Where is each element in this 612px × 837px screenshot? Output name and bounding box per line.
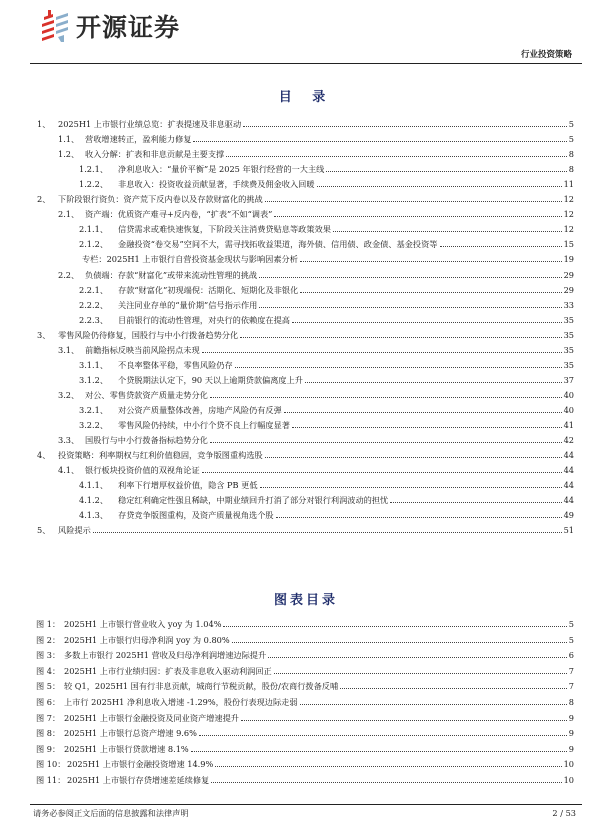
figure-entry-number: 图 4： <box>36 665 61 676</box>
toc-entry[interactable] <box>58 462 574 476</box>
dot-leader <box>300 260 562 262</box>
figure-entry-page: 9 <box>568 712 574 723</box>
dot-leader <box>226 155 567 157</box>
toc-entry-page: 8 <box>568 164 574 175</box>
toc-entry-number: 2.2.2、 <box>79 299 109 310</box>
dot-leader <box>210 396 562 398</box>
toc-entry[interactable] <box>79 477 574 491</box>
toc-entry-number: 4.1.3、 <box>79 510 109 521</box>
dot-leader <box>268 656 567 658</box>
dot-leader <box>259 276 561 278</box>
toc-entry-page: 44 <box>563 450 574 461</box>
dot-leader <box>274 215 561 217</box>
toc-entry-page: 35 <box>563 329 574 340</box>
toc-entry-label: 投资策略：利率期权与红利价值稳固，竞争版图重构选股 <box>58 450 263 461</box>
toc-entry-label: 非息收入：投资收益贡献显著，手续费及佣金收入回暖 <box>118 179 315 190</box>
figure-entry[interactable] <box>36 694 574 708</box>
toc-entry-number: 2.2、 <box>58 269 80 280</box>
toc-entry-label: 资产端：优质资产难寻+反内卷，“扩表”不如“调表” <box>85 209 273 220</box>
dot-leader <box>235 366 562 368</box>
toc-entry[interactable] <box>79 357 574 371</box>
dot-leader <box>333 230 562 232</box>
toc-entry-label: 前瞻指标反映当前风险拐点未现 <box>85 344 200 355</box>
toc-entry-label: 收入分解：扩表和非息贡献是主要支撑 <box>85 149 225 160</box>
toc-entry-page: 5 <box>568 119 574 129</box>
dot-leader <box>223 625 566 627</box>
figure-entry[interactable] <box>36 772 574 786</box>
figure-entry-page: 10 <box>563 775 574 785</box>
toc-entry-number: 3.1.1、 <box>79 359 109 370</box>
figure-entry-number: 图 1： <box>36 619 61 629</box>
toc-entry-page: 8 <box>568 149 574 160</box>
dot-leader <box>199 734 567 736</box>
dot-leader <box>215 765 561 767</box>
toc-entry-page: 29 <box>563 284 574 295</box>
toc-entry-number: 3.2.2、 <box>79 420 109 430</box>
toc-entry-number: 3.1、 <box>58 344 80 355</box>
toc-entry-number: 1.2.1、 <box>79 164 109 175</box>
toc-entry[interactable] <box>58 387 574 401</box>
figure-entry[interactable] <box>36 725 574 739</box>
dot-leader <box>292 426 562 428</box>
toc-entry-page: 5 <box>568 134 574 145</box>
toc-entry-page: 15 <box>563 239 574 250</box>
toc-entry-number: 4.1.2、 <box>79 495 109 506</box>
figure-entry-label: 2025H1 上市银行贷款增速 8.1% <box>64 743 189 754</box>
dot-leader <box>390 501 561 503</box>
figure-entry-page: 5 <box>568 634 574 645</box>
toc-entry[interactable] <box>58 432 574 446</box>
figure-entry-number: 图 10： <box>36 759 66 770</box>
figure-entry-number: 图 11： <box>36 775 66 785</box>
toc-entry[interactable] <box>79 402 574 416</box>
toc-entry-page: 12 <box>563 209 574 220</box>
toc-entry-number: 4.1、 <box>58 465 80 476</box>
toc-entry-label: 目前银行的流动性管理，对央行的依赖度在提高 <box>118 314 290 325</box>
toc-entry-page: 19 <box>563 254 574 265</box>
figure-entry-label: 多数上市银行 2025H1 营收及归母净利润增速边际提升 <box>64 650 267 661</box>
toc-entry-number: 3.2.1、 <box>79 404 109 415</box>
figure-entry-number: 图 5： <box>36 681 61 692</box>
toc-entry-page: 44 <box>563 480 574 491</box>
dot-leader <box>211 781 561 783</box>
toc-entry[interactable] <box>79 236 574 250</box>
dot-leader <box>202 351 562 353</box>
toc-entry-page: 44 <box>563 495 574 506</box>
toc-entry-page: 42 <box>563 435 574 446</box>
dot-leader <box>440 245 562 247</box>
figure-entry-page: 10 <box>563 759 574 770</box>
toc-entry-number: 2、 <box>37 194 51 205</box>
figure-entry[interactable] <box>36 756 574 770</box>
dot-leader <box>243 125 567 127</box>
disclaimer-note: 请务必参阅正文后面的信息披露和法律声明 <box>33 808 189 818</box>
dot-leader <box>276 516 562 518</box>
toc-entry-number: 1、 <box>37 119 51 129</box>
figure-entry-page: 9 <box>568 743 574 754</box>
document-type: 行业投资策略 <box>520 50 572 60</box>
toc-entry-label: 金融投资“卷交易”空间不大，需寻找拓收益渠道，海外债、信用债、政金债、基金投资等 <box>118 239 438 250</box>
toc-entry-page: 29 <box>563 269 574 280</box>
toc-entry[interactable] <box>79 312 574 326</box>
toc-entry-label: 存款“财富化”初现端倪：活期化、短期化及非银化 <box>118 284 299 295</box>
header-divider <box>30 63 582 64</box>
toc-entry[interactable] <box>79 372 574 386</box>
brand-logo <box>40 8 180 44</box>
dot-leader <box>265 456 562 458</box>
page-header <box>0 0 612 64</box>
toc-entry-label: 存贷竞争版图重构，及资产质量视角选个股 <box>118 510 274 521</box>
toc-entry-number: 1.1、 <box>58 134 80 145</box>
dot-leader <box>305 381 562 383</box>
toc-entry-number: 4.1.1、 <box>79 480 109 491</box>
figure-entry-page: 8 <box>568 697 574 707</box>
toc-entry[interactable] <box>79 176 574 190</box>
figure-entry[interactable] <box>36 663 574 677</box>
toc-entry-label: 关注同业存单的“量价期”信号指示作用 <box>118 299 258 310</box>
dot-leader <box>191 750 567 752</box>
toc-entry-number: 2.2.1、 <box>79 284 109 295</box>
brand-mark-icon <box>40 9 70 43</box>
toc-entry-number: 3.2、 <box>58 389 80 400</box>
dot-leader <box>210 441 562 443</box>
dot-leader <box>193 140 566 142</box>
figure-entry-page: 6 <box>568 650 574 661</box>
dot-leader <box>260 486 562 488</box>
toc-entry-label: 负债端：存款“财富化”或带来流动性管理的挑战 <box>85 269 258 280</box>
toc-entry-number: 2.2.3、 <box>79 314 109 325</box>
toc-entry-label: 对公、零售贷款资产质量走势分化 <box>85 389 208 400</box>
figure-entry-label: 2025H1 上市银行归母净利润 yoy 为 0.80% <box>64 634 230 645</box>
figure-entry-label: 2025H1 上市银行存贷增速差延续修复 <box>67 775 210 785</box>
figure-entry[interactable] <box>36 632 574 646</box>
toc-entry-label: 利率下行增厚权益价值，隐含 PB 更低 <box>118 480 258 491</box>
dot-leader <box>317 185 562 187</box>
figure-entry-page: 7 <box>568 665 574 676</box>
toc-entry-label: 零售风险仍持续，中小行个贷不良上行幅度显著 <box>118 420 290 430</box>
figure-entry-number: 图 6： <box>36 697 61 707</box>
dot-leader <box>202 471 562 473</box>
figure-entry[interactable] <box>36 678 574 692</box>
dot-leader <box>274 672 567 674</box>
dot-leader <box>300 703 567 705</box>
toc-entry-page: 35 <box>563 314 574 325</box>
toc-entry[interactable] <box>82 251 574 265</box>
figures-list-title: 图表目录 <box>273 593 338 608</box>
toc-entry-page: 33 <box>563 299 574 310</box>
figure-entry-number: 图 3： <box>36 650 61 661</box>
toc-entry-label: 不良率整体平稳，零售风险仍存 <box>118 359 233 370</box>
toc-entry-number: 4、 <box>37 450 51 461</box>
toc-entry[interactable] <box>37 191 574 205</box>
toc-entry-page: 35 <box>563 359 574 370</box>
dot-leader <box>340 687 567 689</box>
toc-entry[interactable] <box>79 221 574 235</box>
toc-entry-number: 1.2.2、 <box>79 179 109 190</box>
figure-entry-label: 2025H1 上市银行营业收入 yoy 为 1.04% <box>64 619 222 629</box>
dot-leader <box>292 321 562 323</box>
toc-entry-label: 风险提示 <box>58 525 91 536</box>
toc-entry-label: 信贷需求或难快速恢复，下阶段关注消费贷贴息等政策效果 <box>118 224 331 235</box>
figure-entry-number: 图 7： <box>36 712 61 723</box>
figure-entry-label: 上市行 2025H1 净利息收入增速 -1.29%，股份行表现边际走弱 <box>64 697 298 707</box>
toc-entry[interactable] <box>79 417 574 431</box>
toc-entry-label: 稳定红利确定性强且稀缺，中期业绩回升打消了部分对银行利润波动的担忧 <box>118 495 389 506</box>
toc-entry-page: 35 <box>563 344 574 355</box>
dot-leader <box>232 641 567 643</box>
figure-entry-page: 9 <box>568 728 574 739</box>
toc-entry[interactable] <box>58 342 574 356</box>
toc-entry-page: 11 <box>563 179 574 190</box>
toc-entry-label: 2025H1 上市银行业绩总览：扩表提速及非息驱动 <box>58 119 242 129</box>
page-number: 2 / 53 <box>552 808 576 818</box>
toc-entry-label: 银行板块投资价值的双视角论证 <box>85 465 200 476</box>
figure-entry-label: 2025H1 上市银行金融投资及同业资产增速提升 <box>64 712 239 723</box>
toc-entry-page: 40 <box>563 389 574 400</box>
toc-entry[interactable] <box>79 282 574 296</box>
figure-entry-page: 5 <box>568 619 574 629</box>
toc-entry[interactable] <box>37 116 574 130</box>
toc-entry[interactable] <box>79 507 574 521</box>
toc-entry-label: 个贷脱期法认定下，90 天以上逾期贷款偏离度上升 <box>118 374 303 385</box>
dot-leader <box>300 291 561 293</box>
toc-entry-label: 下阶段银行资负：资产荒下反内卷以及存款财富化的挑战 <box>58 194 263 205</box>
toc-entry-number: 2.1.2、 <box>79 239 109 250</box>
toc-entry-page: 51 <box>563 525 574 536</box>
toc-entry[interactable] <box>58 131 574 145</box>
toc-entry-label: 对公资产质量整体改善，房地产风险仍有反弹 <box>118 404 282 415</box>
toc-entry[interactable] <box>58 206 574 220</box>
figure-entry-page: 7 <box>568 681 574 692</box>
figure-entry[interactable] <box>36 616 574 630</box>
dot-leader <box>326 170 566 172</box>
toc-entry[interactable] <box>58 146 574 160</box>
toc-entry[interactable] <box>79 161 574 175</box>
dot-leader <box>259 306 561 308</box>
toc-entry-page: 41 <box>563 420 574 430</box>
toc-entry[interactable] <box>37 447 574 461</box>
toc-entry[interactable] <box>37 522 574 536</box>
figure-entry[interactable] <box>36 710 574 724</box>
figure-entry-label: 2025H1 上市银行总资产增速 9.6% <box>64 728 197 739</box>
toc-entry-page: 40 <box>563 404 574 415</box>
figure-entry-number: 图 2： <box>36 634 61 645</box>
dot-leader <box>265 200 562 202</box>
figure-entry[interactable] <box>36 647 574 661</box>
toc-entry-page: 44 <box>563 465 574 476</box>
toc-entry-number: 2.1、 <box>58 209 80 220</box>
toc-entry-number: 3.3、 <box>58 435 80 446</box>
toc-entry-label: 净利息收入：“量价平衡”是 2025 年银行经营的一大主线 <box>118 164 325 175</box>
toc-entry-label: 国股行与中小行拨备指标趋势分化 <box>85 435 208 446</box>
dot-leader <box>241 719 567 721</box>
toc-entry-label: 营收增速转正，盈利能力修复 <box>85 134 192 145</box>
toc-entry-number: 2.1.1、 <box>79 224 109 235</box>
toc-entry-number: 5、 <box>37 525 51 536</box>
toc-entry[interactable] <box>37 327 574 341</box>
toc-title: 目 录 <box>278 90 334 105</box>
toc-entry-page: 49 <box>563 510 574 521</box>
figure-entry[interactable] <box>36 741 574 755</box>
figure-entry-number: 图 9： <box>36 743 61 754</box>
toc-entry-number: 1.2、 <box>58 149 80 160</box>
toc-entry-page: 12 <box>563 224 574 235</box>
toc-entry[interactable] <box>79 297 574 311</box>
footer-divider <box>30 804 582 805</box>
figure-entry-label: 2025H1 上市行业绩归因：扩表及非息收入驱动利润回正 <box>64 665 272 676</box>
toc-entry-label: 专栏：2025H1 上市银行自营投资基金现状与影响因素分析 <box>82 254 298 265</box>
dot-leader <box>93 531 562 533</box>
brand-name: 开源证券 <box>76 13 181 42</box>
toc-entry-number: 3、 <box>37 329 51 340</box>
toc-entry-page: 12 <box>563 194 574 205</box>
toc-entry[interactable] <box>58 267 574 281</box>
dot-leader <box>240 336 561 338</box>
figure-entry-label: 较 Q1，2025H1 国有行非息贡献，城商行节税贡献，股份/农商行拨备反哺 <box>64 681 339 692</box>
toc-entry[interactable] <box>79 492 574 506</box>
figure-entry-label: 2025H1 上市银行金融投资增速 14.9% <box>67 759 214 770</box>
dot-leader <box>284 411 562 413</box>
figure-entry-number: 图 8： <box>36 728 61 739</box>
toc-entry-page: 37 <box>563 374 574 385</box>
toc-entry-number: 3.1.2、 <box>79 374 109 385</box>
toc-entry-label: 零售风险仍待修复，国股行与中小行拨备趋势分化 <box>58 329 239 340</box>
